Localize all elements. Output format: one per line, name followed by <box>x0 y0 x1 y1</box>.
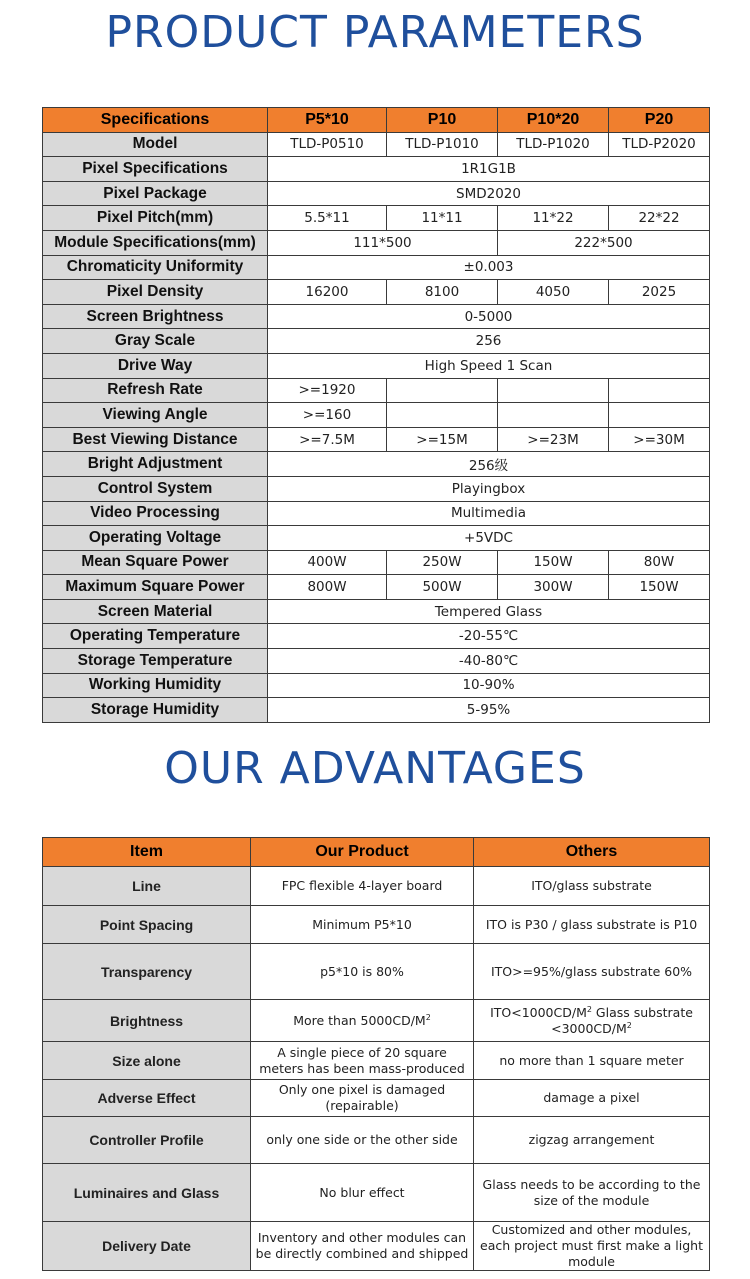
header-cell: Our Product <box>251 838 474 867</box>
cell: 150W <box>609 575 710 600</box>
row-label: Storage Humidity <box>43 698 268 723</box>
row-label: Working Humidity <box>43 673 268 698</box>
table-row <box>43 1080 710 1117</box>
cell: >=1920 <box>268 378 387 403</box>
cell <box>498 403 609 428</box>
table-row <box>43 867 710 906</box>
cell <box>387 403 498 428</box>
table-row <box>43 255 710 280</box>
row-label: Adverse Effect <box>43 1080 251 1117</box>
cell: 256 <box>268 329 710 354</box>
table-row <box>43 452 710 477</box>
row-label: Maximum Square Power <box>43 575 268 600</box>
cell: >=30M <box>609 427 710 452</box>
cell: 150W <box>498 550 609 575</box>
cell: >=15M <box>387 427 498 452</box>
cell: damage a pixel <box>474 1080 710 1117</box>
table-row <box>43 304 710 329</box>
row-label: Controller Profile <box>43 1117 251 1164</box>
table-row <box>43 550 710 575</box>
table-row <box>43 1042 710 1080</box>
cell: Glass needs to be according to the size of the module <box>474 1164 710 1222</box>
our-advantages-title: OUR ADVANTAGES <box>164 743 586 794</box>
cell: 10-90% <box>268 673 710 698</box>
cell: FPC flexible 4-layer board <box>251 867 474 906</box>
cell: Inventory and other modules can be directly combined and shipped <box>251 1222 474 1271</box>
row-label: Best Viewing Distance <box>43 427 268 452</box>
cell: TLD-P0510 <box>268 132 387 157</box>
cell: 111*500 <box>268 230 498 255</box>
cell: High Speed 1 Scan <box>268 353 710 378</box>
row-label: Chromaticity Uniformity <box>43 255 268 280</box>
row-label: Viewing Angle <box>43 403 268 428</box>
row-label: Delivery Date <box>43 1222 251 1271</box>
cell: 2025 <box>609 280 710 305</box>
cell: only one side or the other side <box>251 1117 474 1164</box>
row-label: Operating Voltage <box>43 526 268 551</box>
table-row <box>43 1222 710 1271</box>
cell: ITO/glass substrate <box>474 867 710 906</box>
cell: >=7.5M <box>268 427 387 452</box>
row-label: Line <box>43 867 251 906</box>
cell <box>474 1000 710 1042</box>
row-label: Brightness <box>43 1000 251 1042</box>
table-row <box>43 599 710 624</box>
cell: 16200 <box>268 280 387 305</box>
cell <box>609 378 710 403</box>
table-row <box>43 673 710 698</box>
row-label: Module Specifications(mm) <box>43 230 268 255</box>
table-row <box>43 230 710 255</box>
cell: 0-5000 <box>268 304 710 329</box>
row-label: Screen Material <box>43 599 268 624</box>
cell: -40-80℃ <box>268 649 710 674</box>
cell: Playingbox <box>268 476 710 501</box>
table-row <box>43 329 710 354</box>
cell: 8100 <box>387 280 498 305</box>
row-label: Video Processing <box>43 501 268 526</box>
table-row <box>43 403 710 428</box>
row-label: Gray Scale <box>43 329 268 354</box>
row-label: Pixel Pitch(mm) <box>43 206 268 231</box>
header-cell: Specifications <box>43 108 268 133</box>
cell: 5.5*11 <box>268 206 387 231</box>
header-cell: P10 <box>387 108 498 133</box>
header-cell: Item <box>43 838 251 867</box>
table-row <box>43 280 710 305</box>
cell: TLD-P1020 <box>498 132 609 157</box>
cell-text: ITO<1000CD/M <box>490 1004 587 1020</box>
cell: Tempered Glass <box>268 599 710 624</box>
adv-header-row <box>43 838 710 867</box>
cell <box>251 1000 474 1042</box>
cell: 4050 <box>498 280 609 305</box>
cell: 250W <box>387 550 498 575</box>
table-row <box>43 378 710 403</box>
cell: 222*500 <box>498 230 710 255</box>
table-row <box>43 353 710 378</box>
row-label: Point Spacing <box>43 906 251 944</box>
table-row <box>43 944 710 1000</box>
cell: 22*22 <box>609 206 710 231</box>
cell-text: More than 5000CD/M <box>293 1012 426 1028</box>
row-label: Pixel Density <box>43 280 268 305</box>
cell: ITO is P30 / glass substrate is P10 <box>474 906 710 944</box>
cell: 11*22 <box>498 206 609 231</box>
advantages-table <box>42 837 710 1271</box>
row-label: Control System <box>43 476 268 501</box>
table-row <box>43 501 710 526</box>
cell: 500W <box>387 575 498 600</box>
cell <box>387 378 498 403</box>
cell: no more than 1 square meter <box>474 1042 710 1080</box>
cell: A single piece of 20 square meters has been mass-produced <box>251 1042 474 1080</box>
cell: SMD2020 <box>268 181 710 206</box>
spec-header-row <box>43 108 710 133</box>
table-row <box>43 476 710 501</box>
table-row <box>43 206 710 231</box>
table-row <box>43 1000 710 1042</box>
cell: Minimum P5*10 <box>251 906 474 944</box>
table-row <box>43 157 710 182</box>
table-row <box>43 1164 710 1222</box>
table-row <box>43 624 710 649</box>
table-row <box>43 1117 710 1164</box>
cell: 11*11 <box>387 206 498 231</box>
cell: p5*10 is 80% <box>251 944 474 1000</box>
row-label: Transparency <box>43 944 251 1000</box>
table-row <box>43 181 710 206</box>
table-row <box>43 906 710 944</box>
superscript: 2 <box>586 1004 592 1014</box>
row-label: Luminaires and Glass <box>43 1164 251 1222</box>
row-label: Size alone <box>43 1042 251 1080</box>
header-cell: P10*20 <box>498 108 609 133</box>
superscript: 2 <box>425 1012 431 1022</box>
row-label: Mean Square Power <box>43 550 268 575</box>
row-label: Bright Adjustment <box>43 452 268 477</box>
table-row <box>43 649 710 674</box>
row-label: Pixel Package <box>43 181 268 206</box>
cell: 256级 <box>268 452 710 477</box>
row-label: Operating Temperature <box>43 624 268 649</box>
cell <box>609 403 710 428</box>
cell: Multimedia <box>268 501 710 526</box>
cell: No blur effect <box>251 1164 474 1222</box>
row-label: Model <box>43 132 268 157</box>
cell: >=160 <box>268 403 387 428</box>
product-parameters-title: PRODUCT PARAMETERS <box>105 7 645 58</box>
table-row <box>43 526 710 551</box>
table-row <box>43 575 710 600</box>
cell: -20-55℃ <box>268 624 710 649</box>
row-label: Drive Way <box>43 353 268 378</box>
row-label: Refresh Rate <box>43 378 268 403</box>
row-label: Pixel Specifications <box>43 157 268 182</box>
cell: +5VDC <box>268 526 710 551</box>
cell: Only one pixel is damaged (repairable) <box>251 1080 474 1117</box>
cell: 80W <box>609 550 710 575</box>
cell: 1R1G1B <box>268 157 710 182</box>
cell: TLD-P1010 <box>387 132 498 157</box>
cell-text: Glass substrate <3000CD/M <box>551 1004 693 1036</box>
cell: 300W <box>498 575 609 600</box>
row-label: Screen Brightness <box>43 304 268 329</box>
table-row <box>43 132 710 157</box>
cell: 800W <box>268 575 387 600</box>
cell: 5-95% <box>268 698 710 723</box>
cell: zigzag arrangement <box>474 1117 710 1164</box>
table-row <box>43 427 710 452</box>
cell: Customized and other modules, each project must first make a light module <box>474 1222 710 1271</box>
row-label: Storage Temperature <box>43 649 268 674</box>
header-cell: Others <box>474 838 710 867</box>
header-cell: P20 <box>609 108 710 133</box>
header-cell: P5*10 <box>268 108 387 133</box>
cell: >=23M <box>498 427 609 452</box>
cell: 400W <box>268 550 387 575</box>
cell <box>498 378 609 403</box>
cell: ITO>=95%/glass substrate 60% <box>474 944 710 1000</box>
table-row <box>43 698 710 723</box>
superscript: 2 <box>626 1020 632 1030</box>
spec-table <box>42 107 710 723</box>
cell: TLD-P2020 <box>609 132 710 157</box>
cell: ±0.003 <box>268 255 710 280</box>
